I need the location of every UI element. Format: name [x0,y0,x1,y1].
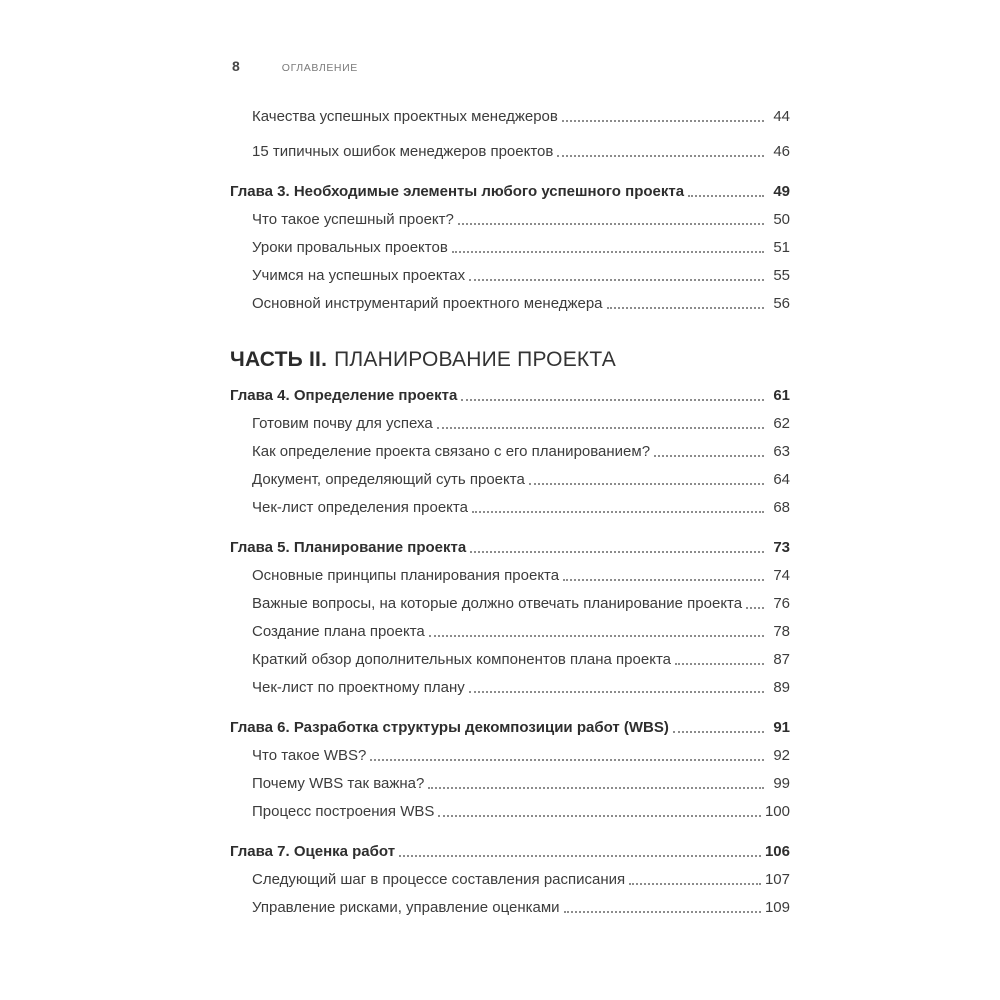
dot-leader [688,195,764,197]
toc-entry [230,742,790,770]
toc-entry-title: Создание плана проекта [252,623,425,640]
dot-leader [564,911,761,913]
toc-entry-page: 68 [773,499,790,516]
toc-chapter-entry [230,714,790,742]
dot-leader [563,579,764,581]
toc-entry-title: Важные вопросы, на которые должно отвечать планирование проекта [252,595,743,612]
toc-entry [230,770,790,798]
dot-leader [469,691,764,693]
toc-entry-page: 91 [773,719,790,736]
toc-entry-title: Как определение проекта связано с его планированием? [252,443,651,460]
toc-entry-title: Краткий обзор дополнительных компонентов плана проекта [252,651,671,668]
dot-leader [437,427,764,429]
toc-entry-title: Основные принципы планирования проекта [252,567,560,584]
dot-leader [429,635,764,637]
dot-leader [458,223,764,225]
dot-leader [675,663,764,665]
table-of-contents [230,103,790,922]
dot-leader [654,455,764,457]
toc-entry-page: 78 [773,623,790,640]
toc-entry [230,290,790,318]
toc-entry-title: Процесс построения WBS [252,803,435,820]
toc-entry-page: 61 [773,387,790,404]
part-heading [230,344,790,376]
dot-leader [399,855,761,857]
toc-entry-title: Глава 4. Определение проекта [230,387,458,404]
toc-entry-page: 100 [764,803,790,820]
toc-entry-page: 64 [773,471,790,488]
dot-leader [469,279,764,281]
toc-entry-page: 56 [773,295,790,312]
toc-entry-title: Глава 3. Необходимые элементы любого успешного проекта [230,183,685,200]
toc-entry-title: Чек-лист определения проекта [252,499,468,516]
toc-entry [230,894,790,922]
toc-entry [230,494,790,522]
toc-entry [230,410,790,438]
toc-entry-title: Уроки провальных проектов [252,239,448,256]
toc-entry-title: Основной инструментарий проектного менеджера [252,295,603,312]
toc-entry-page: 51 [773,239,790,256]
toc-entry-page: 106 [764,843,790,860]
toc-entry-page: 49 [773,183,790,200]
toc-entry-page: 55 [773,267,790,284]
toc-entry-title: Почему WBS так важна? [252,775,425,792]
dot-leader [370,759,764,761]
dot-leader [470,551,764,553]
toc-entry [230,674,790,702]
toc-entry-title: Чек-лист по проектному плану [252,679,465,696]
dot-leader [607,307,764,309]
toc-entry [230,138,790,166]
dot-leader [428,787,764,789]
toc-entry [230,866,790,894]
toc-entry-page: 44 [773,108,790,125]
toc-entry-page: 99 [773,775,790,792]
toc-entry [230,206,790,234]
running-header [232,58,358,74]
toc-entry-page: 63 [773,443,790,460]
dot-leader [673,731,764,733]
toc-entry-title: Документ, определяющий суть проекта [252,471,525,488]
toc-chapter-entry [230,534,790,562]
toc-chapter-entry [230,382,790,410]
toc-entry-page: 50 [773,211,790,228]
toc-entry [230,234,790,262]
toc-entry-page: 89 [773,679,790,696]
toc-chapter-entry [230,838,790,866]
toc-entry [230,618,790,646]
dot-leader [746,607,764,609]
toc-entry-title: Готовим почву для успеха [252,415,433,432]
toc-entry-page: 76 [773,595,790,612]
dot-leader [529,483,764,485]
toc-entry-title: Что такое успешный проект? [252,211,454,228]
toc-entry-title: Качества успешных проектных менеджеров [252,108,558,125]
toc-entry [230,646,790,674]
toc-entry [230,562,790,590]
toc-entry [230,590,790,618]
dot-leader [472,511,764,513]
toc-entry [230,466,790,494]
dot-leader [629,883,761,885]
toc-entry [230,438,790,466]
toc-entry-page: 62 [773,415,790,432]
toc-entry-page: 107 [764,871,790,888]
toc-chapter-entry [230,178,790,206]
toc-entry-title: Следующий шаг в процессе составления расписания [252,871,626,888]
dot-leader [562,120,764,122]
toc-entry-page: 92 [773,747,790,764]
toc-entry-title: Глава 6. Разработка структуры декомпозиции работ (WBS) [230,719,669,736]
toc-entry-title: 15 типичных ошибок менеджеров проектов [252,143,554,160]
part-heading-title: ПЛАНИРОВАНИЕ ПРОЕКТА [334,348,616,371]
toc-entry-page: 73 [773,539,790,556]
toc-entry-title: Что такое WBS? [252,747,367,764]
dot-leader [438,815,761,817]
toc-entry-page: 109 [764,899,790,916]
toc-entry-title: Глава 5. Планирование проекта [230,539,467,556]
toc-entry-page: 74 [773,567,790,584]
dot-leader [557,155,764,157]
dot-leader [461,399,764,401]
toc-entry-page: 87 [773,651,790,668]
toc-entry [230,103,790,131]
toc-entry [230,798,790,826]
toc-entry-title: Управление рисками, управление оценками [252,899,560,916]
toc-entry-title: Глава 7. Оценка работ [230,843,396,860]
toc-entry-page: 46 [773,143,790,160]
page-number: 8 [232,58,240,74]
part-heading-number: ЧАСТЬ II. [230,348,328,371]
toc-entry [230,262,790,290]
running-header-title: ОГЛАВЛЕНИЕ [281,62,358,74]
dot-leader [452,251,764,253]
toc-entry-title: Учимся на успешных проектах [252,267,466,284]
